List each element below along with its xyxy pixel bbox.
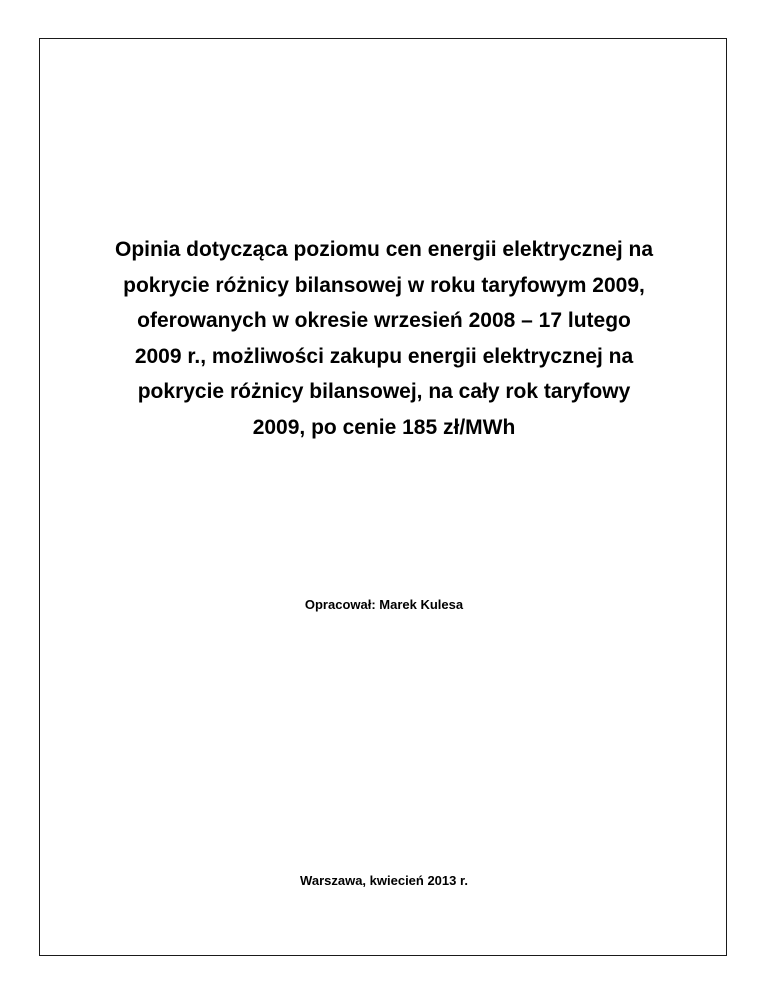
title-line: 2009, po cenie 185 zł/MWh [252,415,516,439]
title-line: 2009 r., możliwości zakupu energii elektrycznej na [134,344,634,368]
title-line: pokrycie różnicy bilansowej, na cały rok taryfowy [137,380,631,403]
place-date-line: Warszawa, kwiecień 2013 r. [300,873,468,888]
author-line: Opracował: Marek Kulesa [304,597,464,612]
document-title [60,232,708,445]
title-line: Opinia dotycząca poziomu cen energii elektrycznej na [115,238,653,261]
title-line: pokrycie różnicy bilansowej w roku taryfowym 2009, [123,273,645,297]
page-border [39,38,727,956]
title-line: oferowanych w okresie wrzesień 2008 – 17 lutego [137,309,631,332]
